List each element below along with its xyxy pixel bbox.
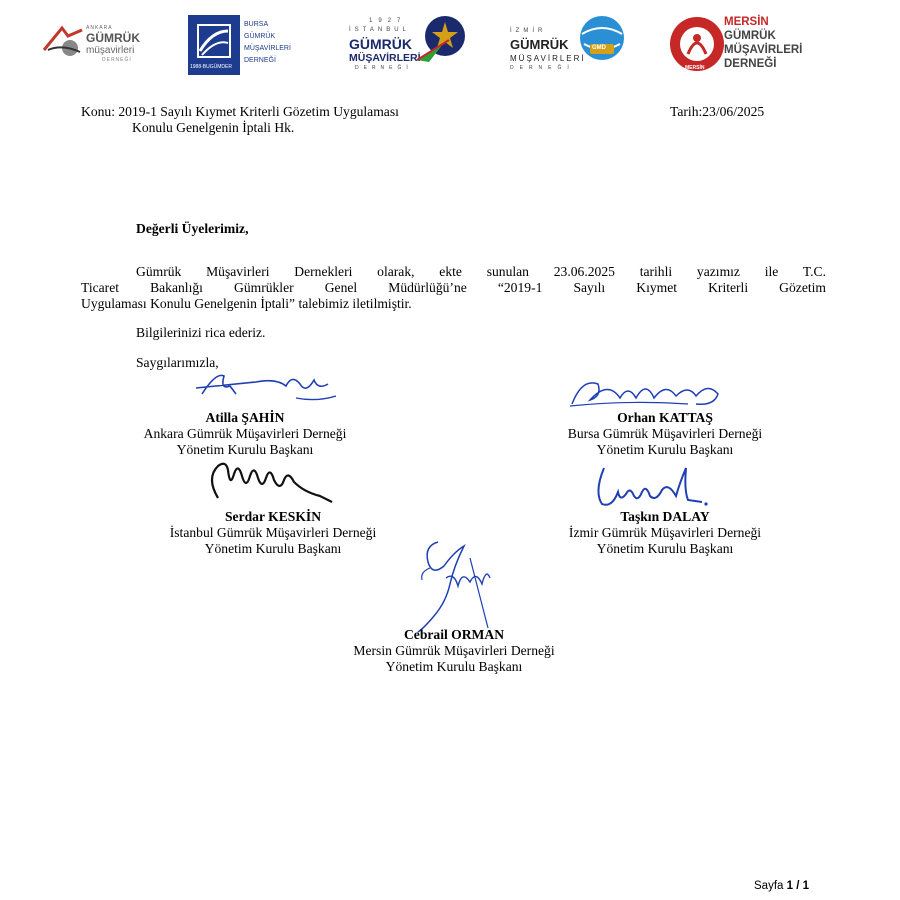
mersin-logo-line3: MÜŞAVİRLERİ — [724, 44, 803, 56]
mersin-logo-line4: DERNEĞİ — [724, 58, 777, 70]
signatory-name: Cebrail ORMAN — [403, 627, 505, 642]
info-sentence: Bilgilerinizi rica ederiz. — [136, 325, 266, 340]
bursa-logo-line2: GÜMRÜK — [244, 33, 276, 40]
bursa-logo-line1: BURSA — [244, 21, 269, 28]
signatory-org: Ankara Gümrük Müşavirleri Derneği — [143, 426, 347, 441]
bursa-emblem — [188, 15, 240, 75]
izmir-logo-line3: DERNEĞİ — [510, 65, 575, 71]
istanbul-top: İSTANBUL — [349, 27, 410, 33]
signatory-izmir — [520, 509, 810, 557]
signature-dalay — [590, 462, 710, 510]
bursa-year: 1988-BUGÜMDER — [190, 64, 232, 70]
ankara-logo-top: ANKARA — [86, 25, 113, 31]
signatory-istanbul — [128, 509, 418, 557]
izmir-badge: GMD — [592, 45, 606, 51]
signatory-name: Serdar KESKİN — [224, 509, 322, 524]
paragraph-line-2: Ticaret Bakanlığı Gümrükler Genel Müdürlüğü’ne “2019-1 Sayılı Kıymet Kriterli Gözetim — [81, 280, 826, 295]
signatory-org: Bursa Gümrük Müşavirleri Derneği — [567, 426, 763, 441]
mersin-logo-line1: MERSİN — [724, 16, 769, 28]
signatory-title: Yönetim Kurulu Başkanı — [596, 442, 734, 457]
body-paragraph — [81, 264, 826, 312]
signatory-bursa — [520, 410, 810, 458]
istanbul-logo-line2: MÜŞAVİRLERİ — [349, 52, 421, 64]
izmir-logo-line1: GÜMRÜK — [510, 37, 569, 52]
istanbul-logo-line1: GÜMRÜK — [349, 36, 412, 52]
page-number — [754, 880, 809, 892]
istanbul-logo — [345, 14, 470, 80]
istanbul-year: 1927 — [369, 18, 407, 24]
bursa-emblem-icon — [194, 21, 234, 61]
izmir-logo-line2: MÜŞAVİRLERİ — [510, 54, 586, 63]
bursa-logo-line4: DERNEĞİ — [244, 57, 276, 64]
signature-orman — [410, 538, 500, 634]
subject-line-1: Konu: 2019-1 Sayılı Kıymet Kriterli Gözetim Uygulaması — [81, 104, 399, 119]
greeting: Değerli Üyelerimiz, — [136, 221, 249, 236]
signatory-name: Atilla ŞAHİN — [205, 410, 285, 425]
signatory-org: İstanbul Gümrük Müşavirleri Derneği — [169, 525, 377, 540]
logos-row — [0, 0, 900, 90]
signature-keskin — [204, 458, 334, 504]
paragraph-line-3: Uygulaması Konulu Genelgenin İptali” talebimiz iletilmiştir. — [81, 296, 412, 311]
mersin-ring-label: MERSİN — [685, 65, 705, 71]
ankara-logo — [42, 22, 152, 72]
signatory-org: İzmir Gümrük Müşavirleri Derneği — [568, 525, 762, 540]
istanbul-logo-line3: DERNEĞİ — [355, 65, 413, 71]
izmir-top: İZMİR — [510, 28, 547, 34]
ankara-logo-line3: DERNEĞİ — [102, 57, 132, 63]
page-total: 1 — [802, 880, 810, 892]
signatory-ankara — [100, 410, 390, 458]
izmir-logo — [508, 14, 633, 80]
signatory-title: Yönetim Kurulu Başkanı — [204, 541, 342, 556]
istanbul-star-globe-icon — [415, 14, 467, 66]
signature-sahin — [196, 368, 336, 406]
bursa-logo-line3: MÜŞAVİRLERİ — [244, 45, 291, 52]
ankara-emblem-icon — [42, 24, 84, 60]
signature-kattas — [568, 374, 728, 412]
bursa-logo — [188, 15, 291, 77]
paragraph-line-1: Gümrük Müşavirleri Dernekleri olarak, ekte sunulan 23.06.2025 tarihli yazımız ile T.C. — [136, 264, 826, 279]
signatory-mersin — [300, 627, 608, 675]
signatory-title: Yönetim Kurulu Başkanı — [176, 442, 314, 457]
closing: Saygılarımızla, — [136, 355, 219, 370]
signatory-title: Yönetim Kurulu Başkanı — [596, 541, 734, 556]
mersin-logo-line2: GÜMRÜK — [724, 30, 776, 42]
signatory-title: Yönetim Kurulu Başkanı — [385, 659, 523, 674]
subject-line-2: Konulu Genelgenin İptali Hk. — [132, 120, 295, 135]
signatory-name: Orhan KATTAŞ — [617, 410, 713, 425]
ankara-logo-line2: müşavirleri — [86, 45, 135, 56]
ankara-logo-line1: GÜMRÜK — [86, 31, 140, 45]
signatory-org: Mersin Gümrük Müşavirleri Derneği — [353, 643, 555, 658]
izmir-globe-icon — [572, 14, 630, 64]
signatory-name: Taşkın DALAY — [620, 509, 710, 524]
page-label: Sayfa — [754, 880, 784, 892]
mersin-logo — [668, 12, 808, 78]
page-current: 1 — [786, 880, 794, 892]
letter-date: Tarih:23/06/2025 — [670, 104, 765, 119]
page-separator: / — [796, 880, 800, 892]
